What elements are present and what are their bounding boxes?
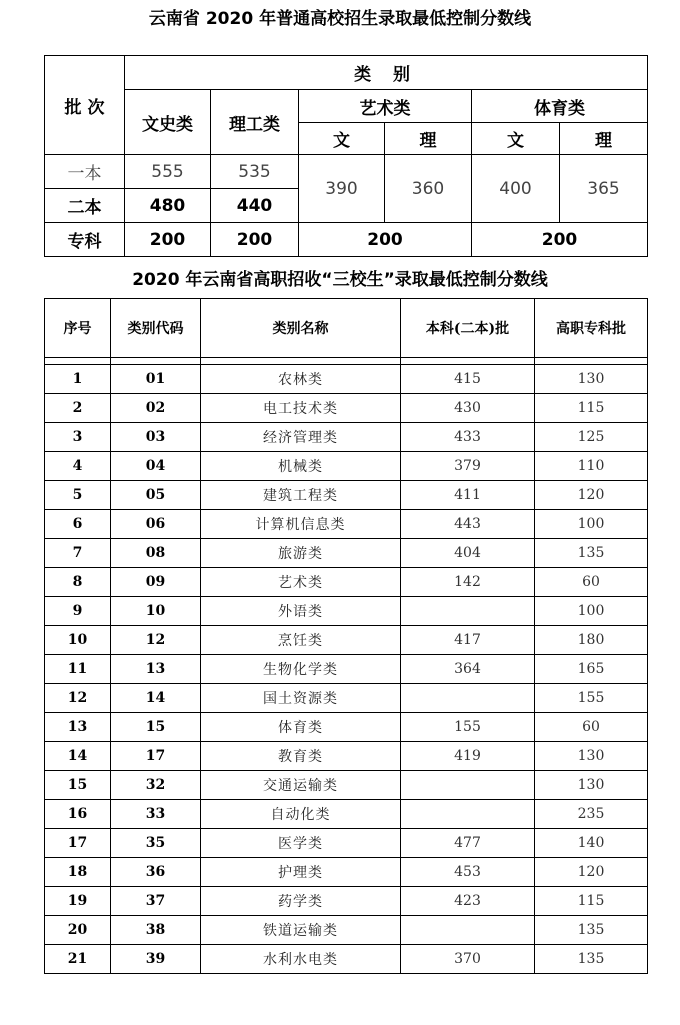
row-gaozhi-score: 180 (535, 626, 648, 655)
table-row (45, 394, 648, 423)
table-row (45, 597, 648, 626)
row-code: 03 (111, 423, 201, 452)
row-benke-score: 415 (401, 365, 535, 394)
col-tiyu: 体育类 (472, 90, 648, 123)
table-row (45, 771, 648, 800)
row-category-name: 农林类 (201, 365, 401, 394)
row-index: 6 (45, 510, 111, 539)
row-benke-score: 433 (401, 423, 535, 452)
row-gaozhi-score: 115 (535, 887, 648, 916)
row-gaozhi-score: 135 (535, 945, 648, 974)
row-category-name: 交通运输类 (201, 771, 401, 800)
row-gaozhi-score: 235 (535, 800, 648, 829)
row-category-name: 烹饪类 (201, 626, 401, 655)
row-benke-score: 404 (401, 539, 535, 568)
score-table-sanxiaosheng (44, 298, 648, 974)
row-code: 13 (111, 655, 201, 684)
row-code: 36 (111, 858, 201, 887)
table-row (45, 568, 648, 597)
row-benke-score (401, 916, 535, 945)
table-row (45, 858, 648, 887)
zhuanke-sport: 200 (472, 223, 648, 257)
row-index: 1 (45, 365, 111, 394)
row-index: 9 (45, 597, 111, 626)
row-benke-score: 364 (401, 655, 535, 684)
row-index: 7 (45, 539, 111, 568)
row-benke-score: 411 (401, 481, 535, 510)
row-benke-score: 379 (401, 452, 535, 481)
section-title: 2020 年云南省高职招收“三校生”录取最低控制分数线 (132, 270, 548, 290)
batch-yiben: 一本 (45, 155, 125, 189)
table-row (45, 916, 648, 945)
zhuanke-ligong: 200 (211, 223, 299, 257)
header-gaozhi: 高职专科批 (535, 299, 648, 358)
category-header: 类 别 (125, 56, 648, 90)
row-code: 02 (111, 394, 201, 423)
sport-sub-wen: 文 (472, 123, 560, 155)
art-sub-li: 理 (385, 123, 472, 155)
table-row (45, 945, 648, 974)
row-code: 32 (111, 771, 201, 800)
row-benke-score: 443 (401, 510, 535, 539)
art-li-score: 360 (385, 155, 472, 223)
header-code: 类别代码 (111, 299, 201, 358)
row-index: 5 (45, 481, 111, 510)
erben-wenshi: 480 (125, 189, 211, 223)
row-gaozhi-score: 120 (535, 481, 648, 510)
batch-header: 批 次 (45, 56, 125, 155)
batch-zhuanke: 专科 (45, 223, 125, 257)
row-gaozhi-score: 110 (535, 452, 648, 481)
batch-erben: 二本 (45, 189, 125, 223)
row-gaozhi-score: 135 (535, 916, 648, 945)
row-category-name: 医学类 (201, 829, 401, 858)
table-row (45, 887, 648, 916)
row-code: 38 (111, 916, 201, 945)
table-row (45, 626, 648, 655)
row-index: 18 (45, 858, 111, 887)
row-index: 4 (45, 452, 111, 481)
row-category-name: 计算机信息类 (201, 510, 401, 539)
row-gaozhi-score: 60 (535, 568, 648, 597)
row-benke-score: 142 (401, 568, 535, 597)
row-code: 14 (111, 684, 201, 713)
row-gaozhi-score: 60 (535, 713, 648, 742)
row-code: 37 (111, 887, 201, 916)
row-benke-score: 370 (401, 945, 535, 974)
table-row (45, 365, 648, 394)
zhuanke-wenshi: 200 (125, 223, 211, 257)
row-index: 14 (45, 742, 111, 771)
yiben-wenshi: 555 (125, 155, 211, 189)
table-row (45, 423, 648, 452)
row-index: 3 (45, 423, 111, 452)
row-gaozhi-score: 125 (535, 423, 648, 452)
row-category-name: 铁道运输类 (201, 916, 401, 945)
row-category-name: 自动化类 (201, 800, 401, 829)
row-category-name: 教育类 (201, 742, 401, 771)
row-category-name: 生物化学类 (201, 655, 401, 684)
row-index: 21 (45, 945, 111, 974)
col-wenshi: 文史类 (125, 90, 211, 155)
row-gaozhi-score: 130 (535, 771, 648, 800)
row-category-name: 电工技术类 (201, 394, 401, 423)
table-row (45, 655, 648, 684)
header-idx: 序号 (45, 299, 111, 358)
row-index: 16 (45, 800, 111, 829)
row-code: 01 (111, 365, 201, 394)
table-row (45, 829, 648, 858)
row-gaozhi-score: 130 (535, 365, 648, 394)
row-category-name: 护理类 (201, 858, 401, 887)
row-gaozhi-score: 100 (535, 597, 648, 626)
row-code: 35 (111, 829, 201, 858)
header-name: 类别名称 (201, 299, 401, 358)
table-row (45, 510, 648, 539)
row-code: 15 (111, 713, 201, 742)
row-index: 11 (45, 655, 111, 684)
row-index: 10 (45, 626, 111, 655)
row-code: 05 (111, 481, 201, 510)
page-title: 云南省 2020 年普通高校招生录取最低控制分数线 (148, 9, 532, 29)
row-category-name: 旅游类 (201, 539, 401, 568)
row-category-name: 外语类 (201, 597, 401, 626)
row-gaozhi-score: 155 (535, 684, 648, 713)
row-benke-score (401, 771, 535, 800)
row-index: 13 (45, 713, 111, 742)
sport-sub-li: 理 (560, 123, 648, 155)
row-code: 08 (111, 539, 201, 568)
header-benke: 本科(二本)批 (401, 299, 535, 358)
row-index: 19 (45, 887, 111, 916)
sport-li-score: 365 (560, 155, 648, 223)
table-row (45, 539, 648, 568)
row-benke-score: 423 (401, 887, 535, 916)
row-category-name: 艺术类 (201, 568, 401, 597)
erben-ligong: 440 (211, 189, 299, 223)
row-benke-score: 155 (401, 713, 535, 742)
row-gaozhi-score: 120 (535, 858, 648, 887)
table-row (45, 481, 648, 510)
row-code: 04 (111, 452, 201, 481)
row-benke-score (401, 597, 535, 626)
row-category-name: 国土资源类 (201, 684, 401, 713)
row-gaozhi-score: 100 (535, 510, 648, 539)
row-benke-score: 430 (401, 394, 535, 423)
row-code: 09 (111, 568, 201, 597)
row-category-name: 经济管理类 (201, 423, 401, 452)
row-benke-score: 417 (401, 626, 535, 655)
score-table-general (44, 55, 648, 257)
row-benke-score: 477 (401, 829, 535, 858)
row-index: 20 (45, 916, 111, 945)
row-benke-score (401, 800, 535, 829)
zhuanke-art: 200 (299, 223, 472, 257)
row-category-name: 水利水电类 (201, 945, 401, 974)
row-code: 33 (111, 800, 201, 829)
table-row (45, 800, 648, 829)
row-category-name: 建筑工程类 (201, 481, 401, 510)
row-index: 2 (45, 394, 111, 423)
row-code: 10 (111, 597, 201, 626)
row-index: 17 (45, 829, 111, 858)
row-code: 06 (111, 510, 201, 539)
row-benke-score: 453 (401, 858, 535, 887)
yiben-ligong: 535 (211, 155, 299, 189)
row-code: 12 (111, 626, 201, 655)
table-row (45, 742, 648, 771)
sport-wen-score: 400 (472, 155, 560, 223)
row-index: 8 (45, 568, 111, 597)
row-gaozhi-score: 135 (535, 539, 648, 568)
row-index: 12 (45, 684, 111, 713)
col-yishu: 艺术类 (299, 90, 472, 123)
row-code: 39 (111, 945, 201, 974)
row-category-name: 体育类 (201, 713, 401, 742)
row-category-name: 机械类 (201, 452, 401, 481)
row-benke-score (401, 684, 535, 713)
row-code: 17 (111, 742, 201, 771)
row-gaozhi-score: 130 (535, 742, 648, 771)
col-ligong: 理工类 (211, 90, 299, 155)
row-category-name: 药学类 (201, 887, 401, 916)
row-gaozhi-score: 165 (535, 655, 648, 684)
art-sub-wen: 文 (299, 123, 385, 155)
row-gaozhi-score: 115 (535, 394, 648, 423)
row-gaozhi-score: 140 (535, 829, 648, 858)
row-benke-score: 419 (401, 742, 535, 771)
table-row (45, 452, 648, 481)
table-row (45, 684, 648, 713)
table-row (45, 713, 648, 742)
row-index: 15 (45, 771, 111, 800)
art-wen-score: 390 (299, 155, 385, 223)
